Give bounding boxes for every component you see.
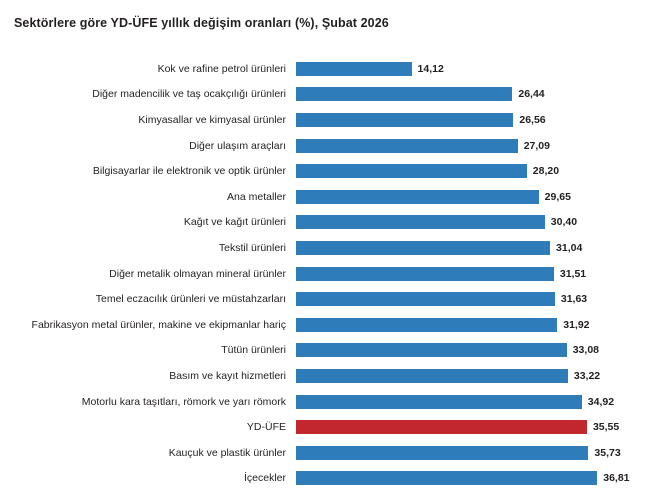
category-label: Bilgisayarlar ile elektronik ve optik ürünler (0, 165, 296, 177)
category-label: Tekstil ürünleri (0, 242, 296, 254)
category-label: Kimyasallar ve kimyasal ürünler (0, 114, 296, 126)
bar-row (0, 414, 655, 440)
bar-value-label: 31,04 (556, 242, 582, 254)
category-label: Motorlu kara taşıtları, römork ve yarı römork (0, 396, 296, 408)
bar-track (296, 235, 655, 261)
bar-track (296, 107, 655, 133)
bar[interactable] (296, 164, 527, 178)
bar-track (296, 82, 655, 108)
bar[interactable] (296, 241, 550, 255)
bar-value-label: 31,63 (561, 293, 587, 305)
bar-row (0, 235, 655, 261)
bar-value-label: 27,09 (524, 140, 550, 152)
bar[interactable] (296, 446, 588, 460)
bar-row (0, 158, 655, 184)
bar-track (296, 312, 655, 338)
category-label: İçecekler (0, 472, 296, 484)
bar-track (296, 363, 655, 389)
bar[interactable] (296, 87, 512, 101)
bar-value-label: 35,73 (594, 447, 620, 459)
category-label: Kauçuk ve plastik ürünler (0, 447, 296, 459)
bar-track (296, 261, 655, 287)
category-label: Tütün ürünleri (0, 344, 296, 356)
bar[interactable] (296, 471, 597, 485)
bar-value-label: 14,12 (418, 63, 444, 75)
category-label: Ana metaller (0, 191, 296, 203)
bar[interactable] (296, 267, 554, 281)
bar-row (0, 312, 655, 338)
category-label: Diğer madencilik ve taş ocakçılığı ürünleri (0, 88, 296, 100)
bar[interactable] (296, 318, 557, 332)
category-label: Basım ve kayıt hizmetleri (0, 370, 296, 382)
bar[interactable] (296, 369, 568, 383)
bar-row (0, 107, 655, 133)
bar-row (0, 286, 655, 312)
bar-track (296, 466, 655, 491)
category-label: Diğer metalik olmayan mineral ürünler (0, 268, 296, 280)
bar-track (296, 56, 655, 82)
bar-row (0, 184, 655, 210)
bar-chart (0, 56, 655, 488)
bar-track (296, 158, 655, 184)
bar-row (0, 82, 655, 108)
bar[interactable] (296, 292, 555, 306)
bar-value-label: 35,55 (593, 421, 619, 433)
bar[interactable] (296, 343, 567, 357)
bar-highlight[interactable] (296, 420, 587, 434)
category-label: Fabrikasyon metal ürünler, makine ve ekipmanlar hariç (0, 319, 296, 331)
bar-value-label: 34,92 (588, 396, 614, 408)
bar[interactable] (296, 113, 513, 127)
bar[interactable] (296, 62, 412, 76)
bar[interactable] (296, 215, 545, 229)
bar[interactable] (296, 190, 539, 204)
bar-value-label: 33,08 (573, 344, 599, 356)
bar-track (296, 440, 655, 466)
bar-track (296, 133, 655, 159)
bar-row (0, 261, 655, 287)
bar-row (0, 133, 655, 159)
bar-row (0, 466, 655, 491)
page-title: Sektörlere göre YD-ÜFE yıllık değişim oranları (%), Şubat 2026 (14, 16, 389, 30)
bar-value-label: 31,92 (563, 319, 589, 331)
bar-row (0, 56, 655, 82)
category-label: Diğer ulaşım araçları (0, 140, 296, 152)
bar-value-label: 31,51 (560, 268, 586, 280)
bar[interactable] (296, 139, 518, 153)
category-label: Temel eczacılık ürünleri ve müstahzarları (0, 293, 296, 305)
bar-track (296, 210, 655, 236)
category-label: Kok ve rafine petrol ürünleri (0, 63, 296, 75)
bar-track (296, 414, 655, 440)
bar-row (0, 389, 655, 415)
bar-value-label: 26,44 (518, 88, 544, 100)
category-label: YD-ÜFE (0, 421, 296, 433)
bar[interactable] (296, 395, 582, 409)
bar-row (0, 338, 655, 364)
bar-row (0, 440, 655, 466)
bar-value-label: 30,40 (551, 216, 577, 228)
bar-value-label: 28,20 (533, 165, 559, 177)
bar-value-label: 33,22 (574, 370, 600, 382)
bar-track (296, 338, 655, 364)
bar-value-label: 36,81 (603, 472, 629, 484)
category-label: Kağıt ve kağıt ürünleri (0, 216, 296, 228)
bar-value-label: 29,65 (545, 191, 571, 203)
bar-row (0, 363, 655, 389)
bar-track (296, 184, 655, 210)
bar-track (296, 286, 655, 312)
bar-value-label: 26,56 (519, 114, 545, 126)
bar-track (296, 389, 655, 415)
bar-row (0, 210, 655, 236)
